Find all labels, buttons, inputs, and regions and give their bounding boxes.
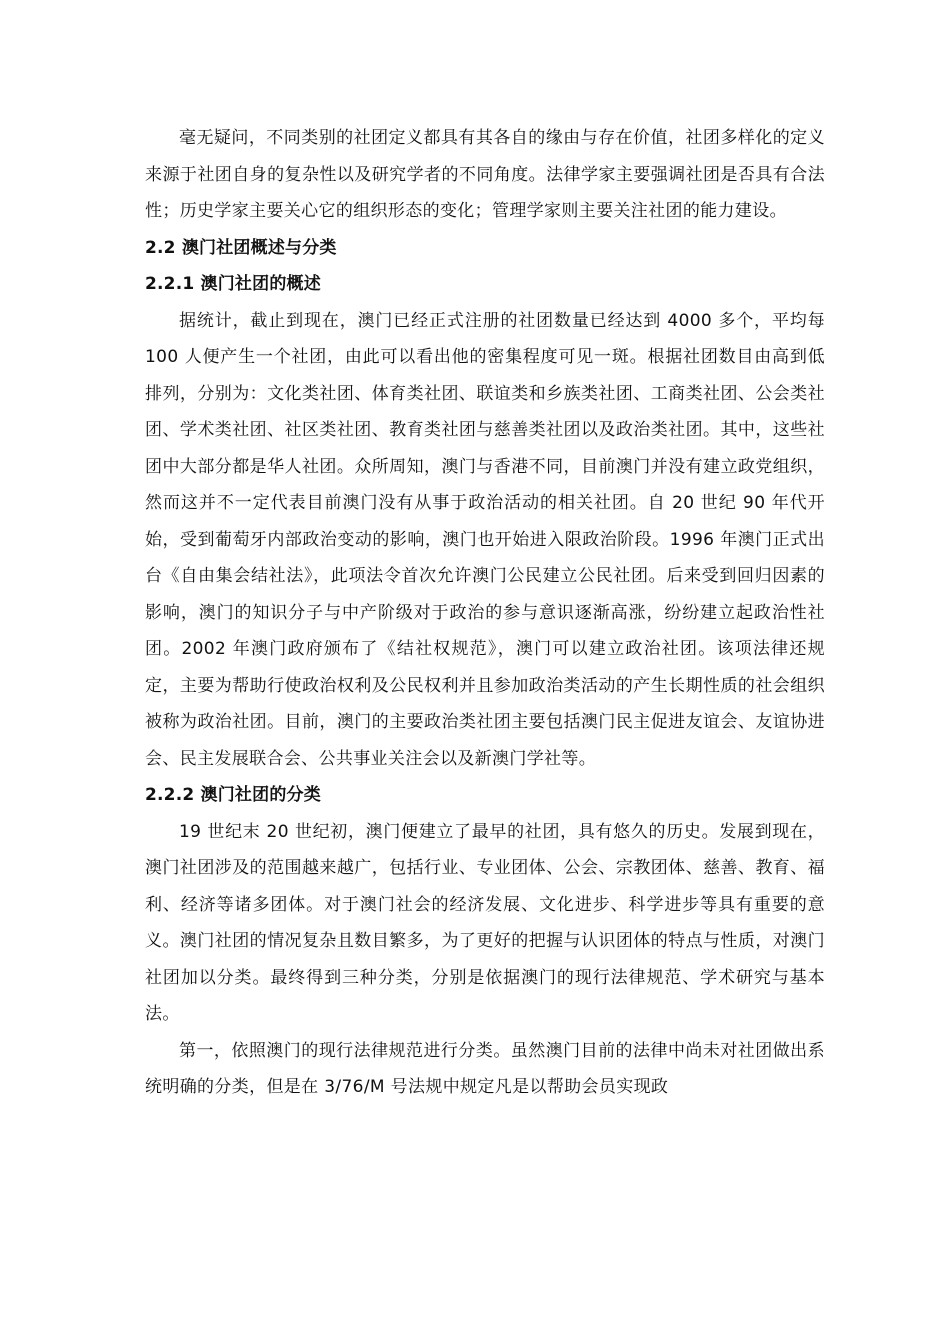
- section-heading-2-2: 2.2 澳门社团概述与分类: [145, 237, 337, 258]
- section-heading-2-2-2: 2.2.2 澳门社团的分类: [145, 785, 321, 805]
- paragraph-overview: 据统计，截止到现在，澳门已经正式注册的社团数量已经达到 4000 多个，平均每 100 人便产生一个社团，由此可以看出他的密集程度可见一斑。根据社团数目由高到低排列，分别为：文化类社团、体育类社团、联谊类和乡族类社团、工商类社团、公会类社团、学术类社团、社区类社团、教育类社团与慈善类社团以及政治类社团。其中，这些社团中大部分都是华人社团。众所周知，澳门与香港不同，目前澳门并没有建立政党组织，然而这并不一定代表目前澳门没有从事于政治活动的相关社团。自 20 世纪 90 年代开始，受到葡萄牙内部政治变动的影响，澳门也开始进入限政治阶段。1996 年澳门正式出台《自由集会结社法》，此项法令首次允许澳门公民建立公民社团。后来受到回归因素的影响，澳门的知识分子与中产阶级对于政治的参与意识逐渐高涨，纷纷建立起政治性社团。2002 年澳门政府颁布了《结社权规范》，澳门可以建立政治社团。该项法律还规定，主要为帮助行使政治权利及公民权利并且参加政治类活动的产生长期性质的社会组织被称为政治社团。目前，澳门的主要政治类社团主要包括澳门民主促进友谊会、友谊协进会、民主发展联合会、公共事业关注会以及新澳门学社等。: [145, 310, 825, 769]
- paragraph-first-category: 第一，依照澳门的现行法律规范进行分类。虽然澳门目前的法律中尚未对社团做出系统明确的分类，但是在 3/76/M 号法规中规定凡是以帮助会员实现政: [145, 1040, 825, 1097]
- paragraph-classification: 19 世纪末 20 世纪初，澳门便建立了最早的社团，具有悠久的历史。发展到现在，澳门社团涉及的范围越来越广，包括行业、专业团体、公会、宗教团体、慈善、教育、福利、经济等诸多团体。对于澳门社会的经济发展、文化进步、科学进步等具有重要的意义。澳门社团的情况复杂且数目繁多，为了更好的把握与认识团体的特点与性质，对澳门社团加以分类。最终得到三种分类，分别是依据澳门的现行法律规范、学术研究与基本法。: [145, 821, 825, 1024]
- section-heading-2-2-1: 2.2.1 澳门社团的概述: [145, 274, 321, 294]
- document-page: [145, 120, 825, 1106]
- paragraph-intro: 毫无疑问，不同类别的社团定义都具有其各自的缘由与存在价值，社团多样化的定义来源于社团自身的复杂性以及研究学者的不同角度。法律学家主要强调社团是否具有合法性；历史学家主要关心它的组织形态的变化；管理学家则主要关注社团的能力建设。: [145, 128, 825, 221]
